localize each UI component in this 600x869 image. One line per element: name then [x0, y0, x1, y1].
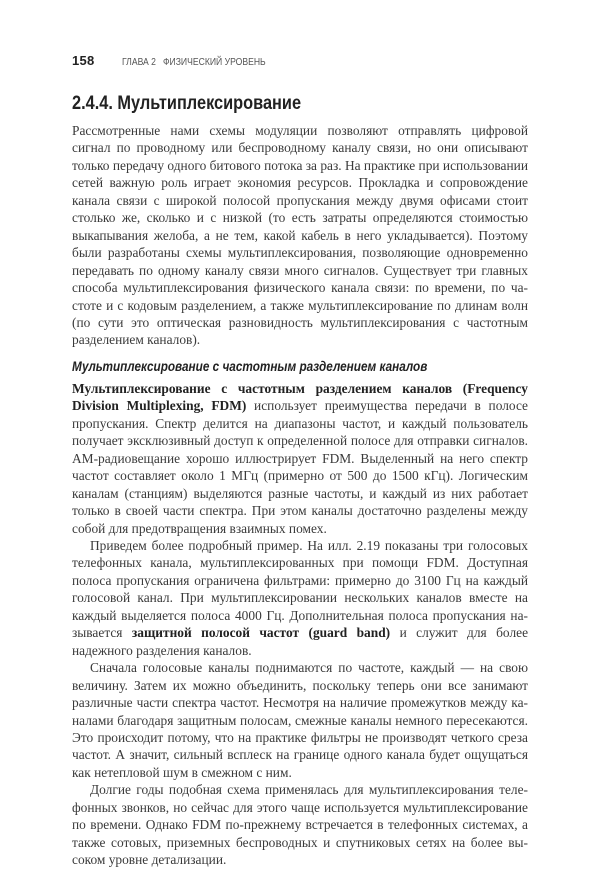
- voice-channels-paragraph: [72, 537, 528, 659]
- guard-band-term: защитной полосой частот (guard band): [131, 625, 391, 641]
- running-head: [72, 53, 528, 71]
- voice-channels-text-before: Приведем более подробный пример. На илл. 2.19 показаны три голосовых телефонных канала, мультиплексированных при помощи FDM. Доступная полоса пропускания ограничена фильтрами: примерно до 3100 Гц на каждый голосовой канал. При мультиплексировании нескольких каналов вместе на каждый выделяется полоса 4000 Гц. Дополнительная полоса пропускания называется: [72, 537, 528, 641]
- fdm-definition-paragraph: [72, 380, 528, 537]
- chapter-title: ФИЗИЧЕСКИЙ УРОВЕНЬ: [163, 56, 267, 68]
- page-number: 158: [72, 53, 95, 68]
- voice-channels-text-after: и служит для более надежного разделения каналов.: [72, 625, 529, 658]
- intro-paragraph: Рассмотренные нами схемы модуляции позволяют отправлять цифровой сигнал по проводному или беспроводному каналу связи, но они описывают только передачу одного битового потока за раз. На практике при использовании сетей важную роль играет экономия ресурсов. Прокладка и сопровождение канала связи с широкой полосой пропускания между двумя офисами стоит столько же, сколько и с низкой (то есть затраты определяются стоимостью выкапывания желоба, а не тем, какой кабель в него укладывается). Поэтому были разработаны схемы мультиплексирования, позволяющие одновременно передавать по одному каналу связи много сигналов. Существует три главных способа мультиплексирования физического канала связи: по времени, по частоте и с кодовым разделением, а также мультиплексирование по длинам волн (по сути это оптическая разновидность мультиплексирования с частотным разделением каналов).: [72, 123, 528, 348]
- subsection-heading: Мультиплексирование с частотным разделением каналов: [72, 357, 428, 374]
- frequency-shift-paragraph: Сначала голосовые каналы поднимаются по частоте, каждый — на свою величину. Затем их можно объединить, поскольку теперь они все занимают различные части спектра частот. Несмотря на наличие промежутков между каналами благодаря защитным полосам, смежные каналы немного пересекаются. Это происходит потому, что на практике фильтры не производят четкого среза частот. А значит, сильный всплеск на границе одного канала будет ощущаться как нетепловой шум в смежном с ним.: [72, 660, 528, 780]
- fdm-definition-text: использует преимущества передачи в полосе пропускания. Спектр делится на диапазоны частот, и каждый пользователь получает эксклюзивный доступ к определенной полосе для отправки сигналов. АМ-радиовещание хорошо иллюстрирует FDM. Выделенный на него спектр частот составляет около 1 МГц (примерно от 500 до 1500 кГц). Логическим каналам (станциям) выделяются разные частоты, и каждый из них работает только в своей части спектра. При этом каналы достаточно разделены между собой для предотвращения взаимных помех.: [72, 398, 528, 536]
- fdm-term: Мультиплексирование с частотным разделением каналов (Frequency Division Multiplexing, FDM): [72, 380, 528, 414]
- fdm-usage-paragraph: Долгие годы подобная схема применялась для мультиплексирования телефонных звонков, но сейчас для этого чаще используется мультиплексирование по времени. Однако FDM по-прежнему встречается в телефонных системах, а также сотовых, приземных беспроводных и спутниковых сетях на более высоком уровне детализации.: [72, 782, 528, 868]
- chapter-label: ГЛАВА 2: [122, 56, 156, 68]
- section-heading: 2.4.4. Мультиплексирование: [72, 93, 302, 114]
- body-text: [72, 122, 528, 869]
